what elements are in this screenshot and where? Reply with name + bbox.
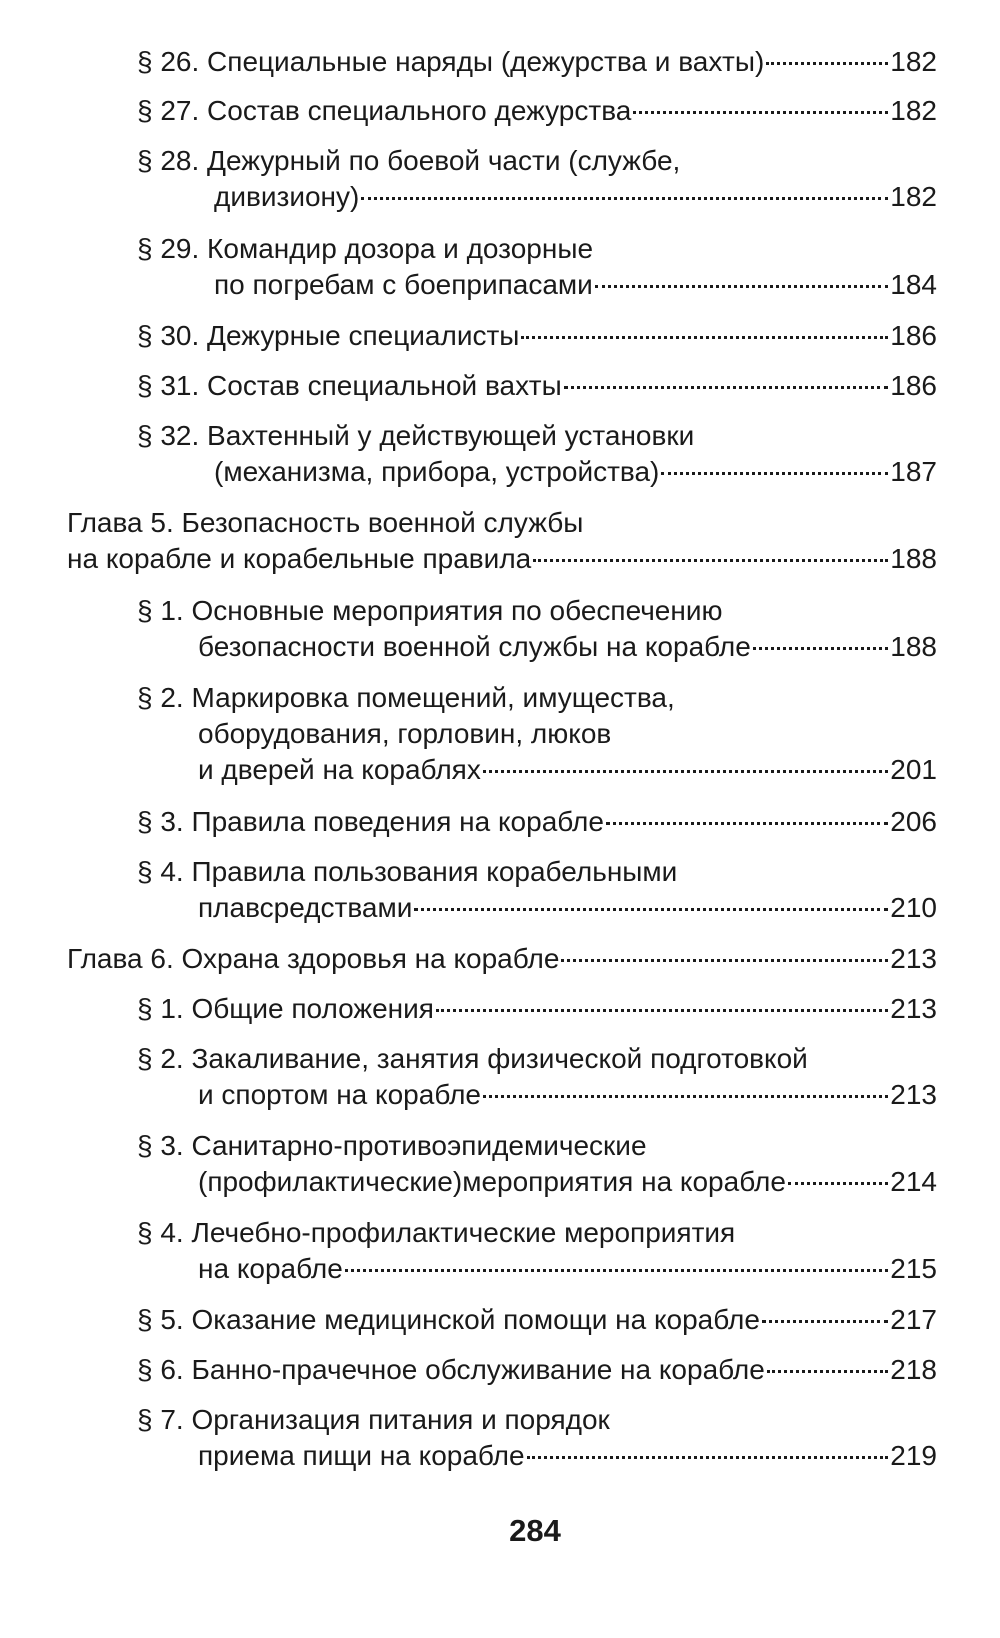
toc-entry-page: 213 bbox=[890, 993, 937, 1024]
toc-entry-title: § 3. Правила поведения на корабле bbox=[137, 806, 604, 837]
toc-entry-title-continued: по погребам с боеприпасами bbox=[214, 269, 593, 300]
toc-entry-page: 187 bbox=[890, 456, 937, 487]
toc-entry-title: § 2. Закаливание, занятия физической подготовкой bbox=[137, 1043, 808, 1074]
dot-leader bbox=[661, 472, 888, 475]
dot-leader bbox=[436, 1009, 888, 1012]
toc-entry-title: § 31. Состав специальной вахты bbox=[137, 370, 562, 401]
toc-entry bbox=[137, 318, 937, 354]
dot-leader bbox=[595, 285, 888, 288]
toc-entry bbox=[137, 418, 937, 490]
chapter-title: Глава 6. Охрана здоровья на корабле bbox=[67, 943, 560, 974]
toc-entry-title: § 27. Состав специального дежурства bbox=[137, 95, 632, 126]
toc-entry bbox=[137, 1128, 937, 1200]
dot-leader bbox=[533, 559, 888, 562]
toc-entry-title: § 32. Вахтенный у действующей установки bbox=[137, 420, 695, 451]
toc-entry bbox=[137, 1352, 937, 1388]
toc-entry bbox=[137, 804, 937, 840]
toc-entry-page: 186 bbox=[890, 370, 937, 401]
toc-entry-page: 186 bbox=[890, 320, 937, 351]
toc-entry-title-continued: и дверей на кораблях bbox=[198, 754, 481, 785]
chapter-title: Глава 5. Безопасность военной службы bbox=[67, 507, 584, 538]
toc-entry-title-continued: (профилактические)мероприятия на корабле bbox=[198, 1166, 786, 1197]
chapter-entry bbox=[67, 505, 937, 577]
toc-entry-title-continued: и спортом на корабле bbox=[198, 1079, 482, 1110]
toc-entry-page: 217 bbox=[890, 1304, 937, 1335]
toc-entry-title: § 26. Специальные наряды (дежурства и вахты) bbox=[137, 46, 765, 77]
toc-entry bbox=[137, 680, 937, 788]
toc-entry-title: § 4. Лечебно-профилактические мероприятия bbox=[137, 1217, 736, 1248]
toc-entry-page: 201 bbox=[890, 754, 937, 785]
toc-entry-page: 219 bbox=[890, 1440, 937, 1471]
toc-entry bbox=[137, 1215, 937, 1287]
toc-entry bbox=[137, 991, 937, 1027]
toc-entry-page: 215 bbox=[890, 1253, 937, 1284]
toc-entry-page: 213 bbox=[890, 1079, 937, 1110]
toc-entry bbox=[137, 93, 937, 129]
dot-leader bbox=[414, 908, 888, 911]
toc-entry-page: 182 bbox=[890, 46, 937, 77]
toc-entry bbox=[137, 1041, 937, 1113]
dot-leader bbox=[753, 647, 888, 650]
toc-entry bbox=[137, 1402, 937, 1474]
dot-leader bbox=[345, 1269, 888, 1272]
toc-entry-page: 214 bbox=[890, 1166, 937, 1197]
toc-entry-title-continued: приема пищи на корабле bbox=[198, 1440, 525, 1471]
dot-leader bbox=[361, 197, 888, 200]
toc-entry-title: § 7. Организация питания и порядок bbox=[137, 1404, 610, 1435]
toc-entry-title: § 28. Дежурный по боевой части (службе, bbox=[137, 145, 681, 176]
dot-leader bbox=[483, 770, 888, 773]
dot-leader bbox=[767, 1370, 888, 1373]
toc-entry-title-continued: (механизма, прибора, устройства) bbox=[214, 456, 660, 487]
toc-entry-page: 182 bbox=[890, 95, 937, 126]
toc-entry-title-continued: безопасности военной службы на корабле bbox=[198, 631, 751, 662]
toc-entry-title: § 4. Правила пользования корабельными bbox=[137, 856, 678, 887]
toc-entry-title: § 1. Общие положения bbox=[137, 993, 434, 1024]
toc-entry-title-continued: дивизиону) bbox=[214, 181, 360, 212]
toc-entry-page: 206 bbox=[890, 806, 937, 837]
dot-leader bbox=[483, 1095, 888, 1098]
toc-entry-title-continued: оборудования, горловин, люков bbox=[198, 718, 612, 749]
toc-entry-page: 210 bbox=[890, 892, 937, 923]
toc-entry-title: § 6. Банно-прачечное обслуживание на корабле bbox=[137, 1354, 765, 1385]
toc-entry bbox=[137, 854, 937, 926]
toc-entry-title: § 3. Санитарно-противоэпидемические bbox=[137, 1130, 647, 1161]
toc-entry-page: 182 bbox=[890, 181, 937, 212]
toc-entry-title: § 2. Маркировка помещений, имущества, bbox=[137, 682, 675, 713]
toc-entry-title: § 5. Оказание медицинской помощи на корабле bbox=[137, 1304, 760, 1335]
toc-entry-title: § 30. Дежурные специалисты bbox=[137, 320, 520, 351]
toc-entry-page: 188 bbox=[890, 631, 937, 662]
toc-entry bbox=[137, 44, 937, 80]
toc-entry-title-continued: плавсредствами bbox=[198, 892, 413, 923]
dot-leader bbox=[527, 1456, 889, 1459]
toc-entry bbox=[137, 1302, 937, 1338]
toc-entry-title-continued: на корабле bbox=[198, 1253, 343, 1284]
toc-entry bbox=[137, 368, 937, 404]
chapter-page: 213 bbox=[890, 943, 937, 974]
chapter-title-continued: на корабле и корабельные правила bbox=[67, 543, 532, 574]
toc-entry-title: § 1. Основные мероприятия по обеспечению bbox=[137, 595, 723, 626]
dot-leader bbox=[561, 959, 888, 962]
toc-entry bbox=[137, 143, 937, 215]
chapter-entry bbox=[67, 941, 937, 977]
dot-leader bbox=[633, 111, 888, 114]
dot-leader bbox=[788, 1182, 888, 1185]
page-number: 284 bbox=[509, 1513, 561, 1548]
dot-leader bbox=[521, 336, 888, 339]
toc-entry-page: 218 bbox=[890, 1354, 937, 1385]
toc-entry bbox=[137, 231, 937, 303]
dot-leader bbox=[766, 62, 888, 65]
toc-entry-title: § 29. Командир дозора и дозорные bbox=[137, 233, 594, 264]
chapter-page: 188 bbox=[890, 543, 937, 574]
dot-leader bbox=[606, 822, 888, 825]
dot-leader bbox=[762, 1320, 888, 1323]
dot-leader bbox=[564, 386, 889, 389]
toc-entry-page: 184 bbox=[890, 269, 937, 300]
toc-entry bbox=[137, 593, 937, 665]
